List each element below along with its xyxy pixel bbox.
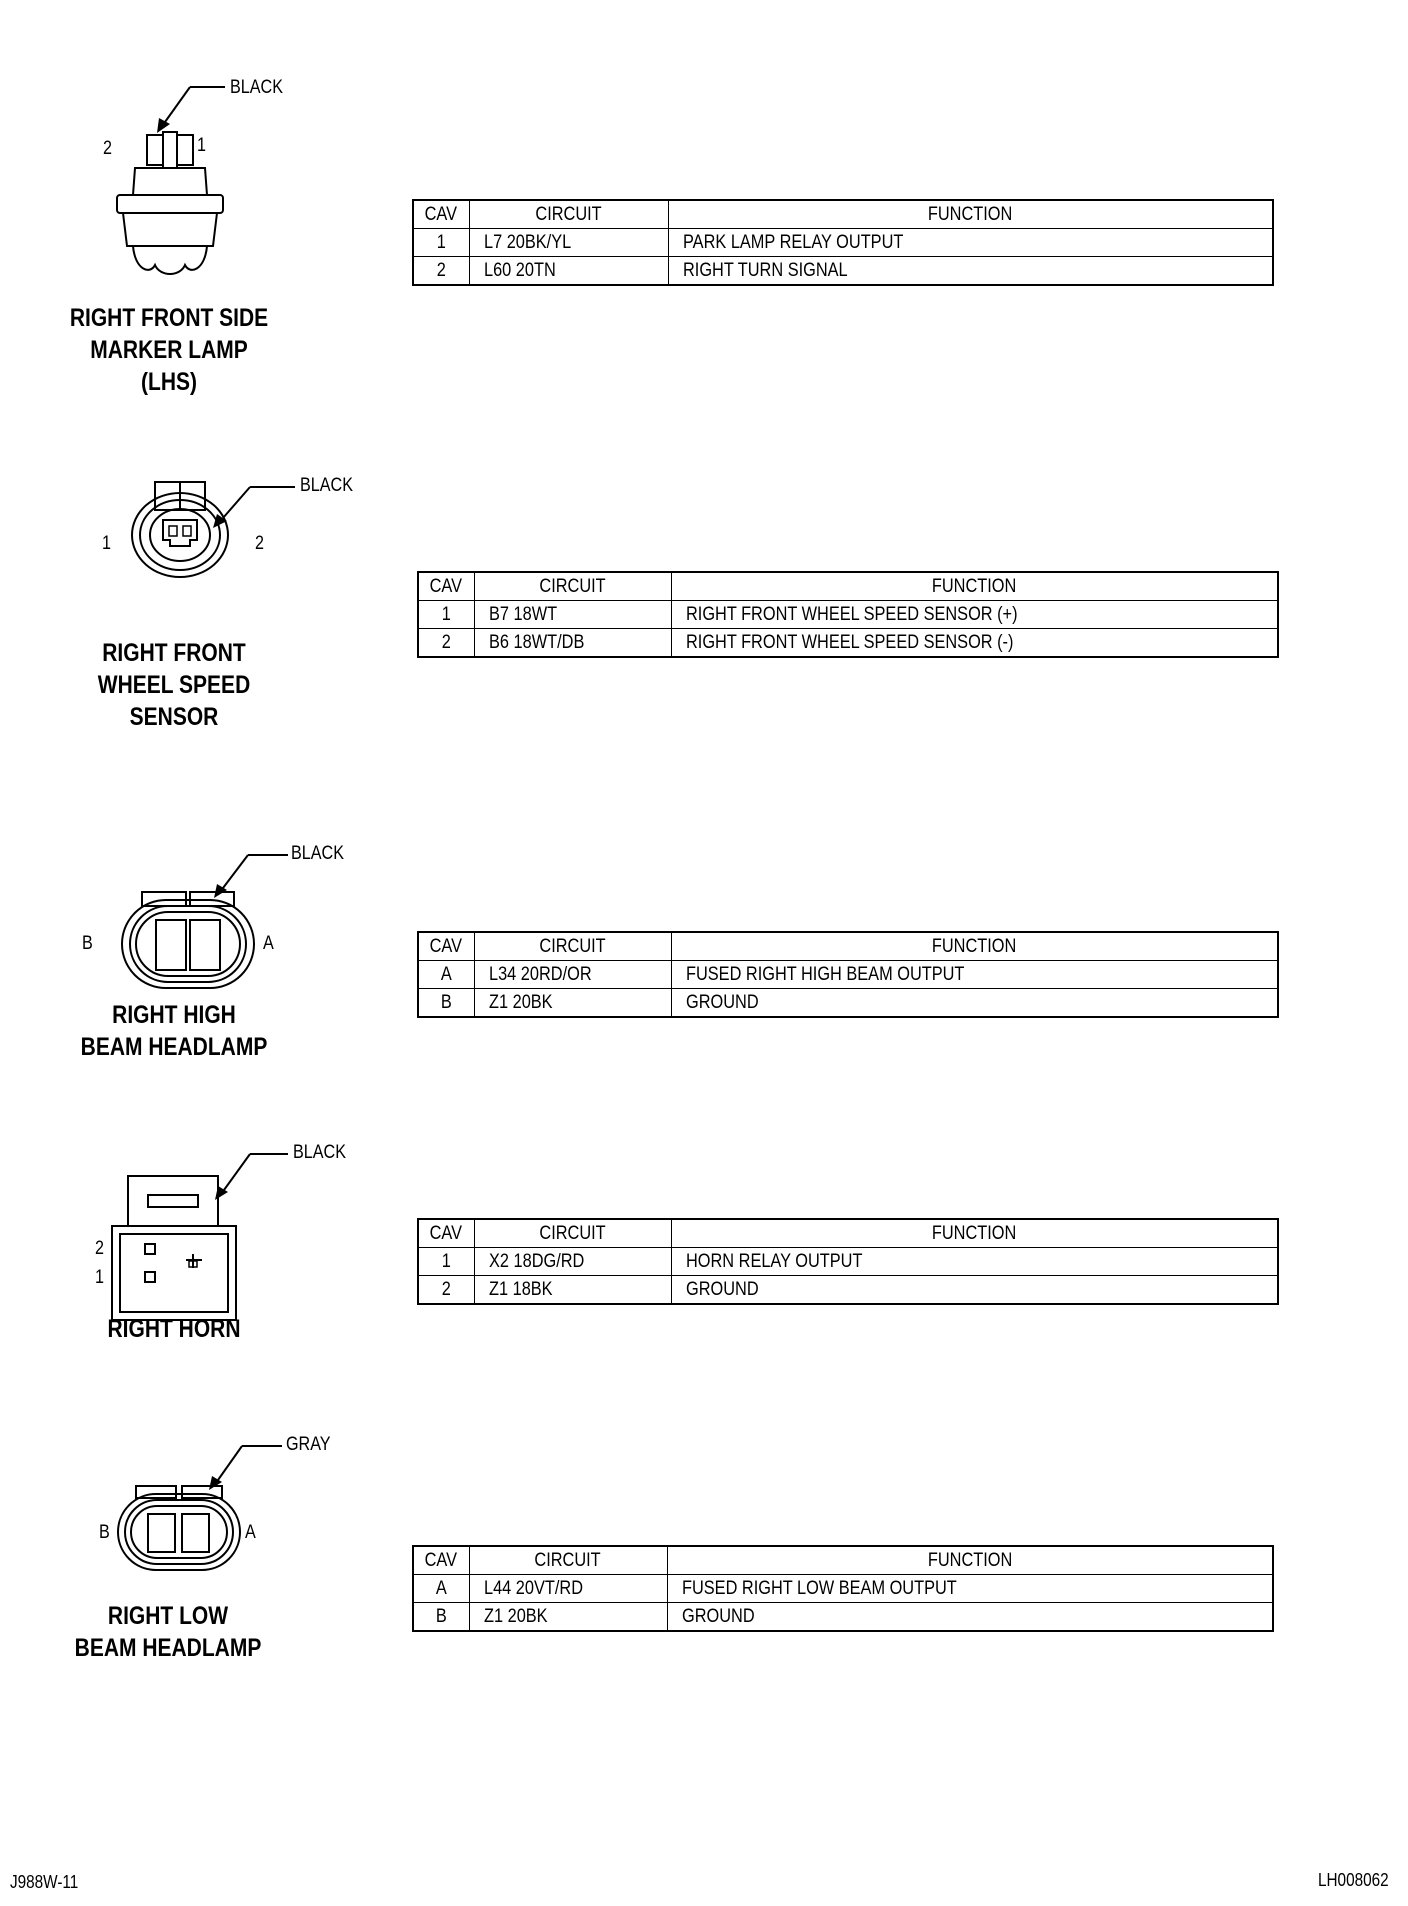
cav-cell: B (418, 989, 474, 1018)
pin-label-left: 2 (103, 138, 112, 159)
pin-table-header (413, 1546, 1273, 1575)
cav-cell: 2 (418, 1276, 474, 1305)
header-function: FUNCTION (671, 932, 1278, 961)
function-cell: FUSED RIGHT HIGH BEAM OUTPUT (671, 961, 1278, 989)
connector-color-label: BLACK (291, 843, 344, 864)
connector-name-line: RIGHT LOW (107, 1602, 229, 1630)
function-cell: RIGHT TURN SIGNAL (668, 257, 1273, 286)
connector-color-label: GRAY (286, 1434, 331, 1455)
cav-cell: A (418, 961, 474, 989)
connector-name-line: BEAM HEADLAMP (80, 1033, 268, 1061)
function-cell: FUSED RIGHT LOW BEAM OUTPUT (667, 1575, 1273, 1603)
pin-label-right: 2 (255, 533, 264, 554)
header-function: FUNCTION (671, 1219, 1278, 1248)
connector-color-label: BLACK (293, 1142, 346, 1163)
circuit-cell: X2 18DG/RD (474, 1248, 671, 1276)
circuit-cell: B6 18WT/DB (474, 629, 671, 658)
pin-label-right: A (245, 1522, 256, 1543)
header-cav: CAV (418, 572, 474, 601)
circuit-cell: Z1 18BK (474, 1276, 671, 1305)
header-function: FUNCTION (667, 1546, 1273, 1575)
connector-name (59, 1600, 277, 1664)
connector-name-line: MARKER LAMP (90, 336, 248, 364)
header-circuit: CIRCUIT (474, 1219, 671, 1248)
pin-label-right: 1 (197, 135, 206, 156)
circuit-cell: L7 20BK/YL (469, 229, 668, 257)
connector-name-line: RIGHT HORN (107, 1315, 241, 1343)
pin-label-top: 2 (95, 1238, 104, 1259)
function-cell: GROUND (667, 1603, 1273, 1632)
header-function: FUNCTION (671, 572, 1278, 601)
circuit-cell: B7 18WT (474, 601, 671, 629)
circuit-cell: L60 20TN (469, 257, 668, 286)
header-cav: CAV (418, 1219, 474, 1248)
connector-name-line: RIGHT HIGH (112, 1001, 236, 1029)
function-cell: GROUND (671, 1276, 1278, 1305)
header-circuit: CIRCUIT (474, 932, 671, 961)
header-cav: CAV (413, 200, 469, 229)
connector-name-line: WHEEL SPEED (97, 671, 251, 699)
header-circuit: CIRCUIT (469, 200, 668, 229)
header-circuit: CIRCUIT (474, 572, 671, 601)
cav-cell: 1 (418, 1248, 474, 1276)
connector-name-line: RIGHT FRONT SIDE (69, 304, 269, 332)
pin-label-left: B (82, 933, 93, 954)
cav-cell: B (413, 1603, 469, 1632)
table-row (413, 1575, 1273, 1603)
header-cav: CAV (413, 1546, 469, 1575)
pin-label-left: 1 (102, 533, 111, 554)
header-function: FUNCTION (668, 200, 1273, 229)
header-circuit: CIRCUIT (469, 1546, 667, 1575)
pin-label-bottom: 1 (95, 1267, 104, 1288)
function-cell: RIGHT FRONT WHEEL SPEED SENSOR (-) (671, 629, 1278, 658)
function-cell: PARK LAMP RELAY OUTPUT (668, 229, 1273, 257)
cav-cell: 1 (418, 601, 474, 629)
table-row (413, 1603, 1273, 1632)
cav-cell: 1 (413, 229, 469, 257)
connector-color-label: BLACK (300, 475, 353, 496)
cav-cell: 2 (413, 257, 469, 286)
connector-name-line: RIGHT FRONT (102, 639, 246, 667)
circuit-cell: L44 20VT/RD (469, 1575, 667, 1603)
connector-name-line: BEAM HEADLAMP (74, 1634, 262, 1662)
footer-figure-id: J988W-11 (10, 1872, 79, 1892)
header-cav: CAV (418, 932, 474, 961)
function-cell: GROUND (671, 989, 1278, 1018)
pin-table (412, 1545, 1274, 1632)
pin-label-left: B (99, 1522, 110, 1543)
circuit-cell: L34 20RD/OR (474, 961, 671, 989)
circuit-cell: Z1 20BK (474, 989, 671, 1018)
connector-name-line: (LHS) (141, 368, 197, 396)
connector-name-line: SENSOR (129, 703, 219, 731)
circuit-cell: Z1 20BK (469, 1603, 667, 1632)
cav-cell: 2 (418, 629, 474, 658)
function-cell: HORN RELAY OUTPUT (671, 1248, 1278, 1276)
pin-label-right: A (263, 933, 274, 954)
footer-drawing-code: LH008062 (1318, 1870, 1389, 1890)
function-cell: RIGHT FRONT WHEEL SPEED SENSOR (+) (671, 601, 1278, 629)
low-beam-connector-drawing (90, 1432, 360, 1577)
cav-cell: A (413, 1575, 469, 1603)
connector-color-label: BLACK (230, 77, 283, 98)
